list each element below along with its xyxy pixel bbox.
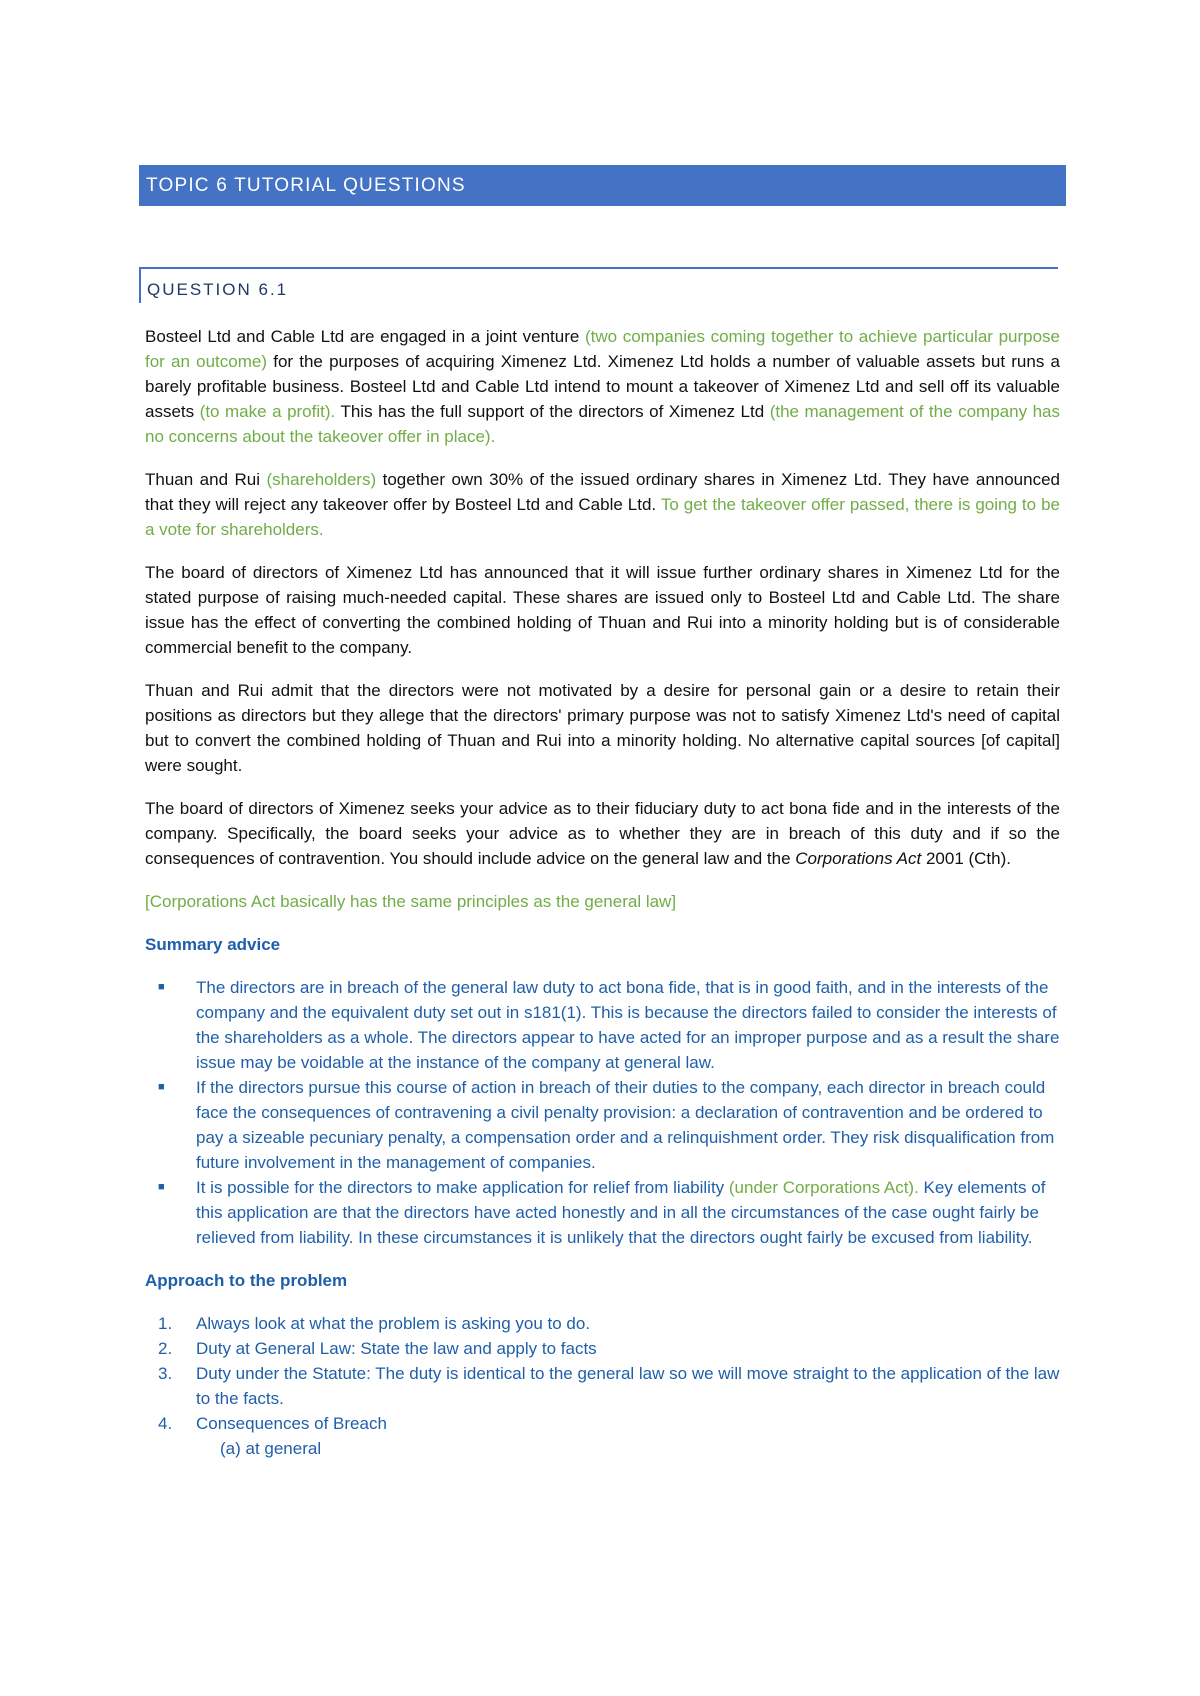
list-item-text: Key elements of this application are that the directors have acted honestly and in all the circumstances of the case ought fairly be relieved from liability. In these circumstances it is unlikely that the directors ought fairly be excused from liability. [196, 1178, 1046, 1247]
annotation-note: (under Corporations Act). [728, 1178, 919, 1197]
paragraph-1 [145, 324, 1060, 449]
approach-heading: Approach to the problem [145, 1271, 348, 1290]
act-title: Corporations Act [795, 849, 922, 868]
paragraph-6-note: [Corporations Act basically has the same principles as the general law] [145, 892, 677, 911]
list-item-text: The directors are in breach of the general law duty to act bona fide, that is in good faith, and in the interests of the company and the equivalent duty set out in s181(1). This is because the directors failed to consider the interests of the shareholders as a whole. The directors appear to have acted for an improper purpose and as a result the share issue may be voidable at the instance of the company at general law. [196, 978, 1060, 1072]
bullet-icon: ■ [158, 1081, 165, 1093]
annotation-note: (to make a profit). [199, 402, 336, 421]
summary-heading: Summary advice [145, 935, 281, 954]
sub-list-item: (a) at general [220, 1439, 322, 1458]
annotation-note: (the management of the company has no concerns about the takeover offer in place). [145, 402, 1060, 446]
list-item-text: It is possible for the directors to make application for relief from liability [196, 1178, 729, 1197]
list-number: 1. [158, 1314, 173, 1333]
list-item [145, 1175, 1060, 1250]
list-item-text: Always look at what the problem is asking you to do. [196, 1314, 591, 1333]
text-run: The board of directors of Ximenez seeks your advice as to their fiduciary duty to act bona fide and in the interests of the company. Specifically, the board seeks your advice as to whether they are in breach of this duty and if so the consequences of contravention. You should include advice on the general law and the [145, 799, 1060, 868]
list-number: 2. [158, 1339, 173, 1358]
approach-list [145, 1311, 1060, 1436]
text-run: This has the full support of the directors of Ximenez Ltd [335, 402, 770, 421]
list-item-text: Duty under the Statute: The duty is identical to the general law so we will move straight to the application of the law to the facts. [196, 1364, 1060, 1408]
text-run: for the purposes of acquiring Ximenez Ltd. Ximenez Ltd holds a number of valuable assets but runs a barely profitable business. Bosteel Ltd and Cable Ltd intend to mount a takeover of Ximenez Ltd and sell off its valuable assets [145, 352, 1060, 421]
question-title: QUESTION 6.1 [147, 280, 289, 299]
paragraph-5 [145, 796, 1060, 871]
topic-title-bar [139, 165, 1066, 206]
paragraph-3: The board of directors of Ximenez Ltd has announced that it will issue further ordinary shares in Ximenez Ltd for the stated purpose of raising much-needed capital. These shares are issued only to Bosteel Ltd and Cable Ltd. The share issue has the effect of converting the combined holding of Thuan and Rui into a minority holding but is of considerable commercial benefit to the company. [145, 563, 1060, 657]
list-number: 4. [158, 1414, 173, 1433]
question-heading [139, 267, 1058, 303]
paragraph-4: Thuan and Rui admit that the directors were not motivated by a desire for personal gain or a desire to retain their positions as directors but they allege that the directors' primary purpose was not to satisfy Ximenez Ltd's need of capital but to convert the combined holding of Thuan and Rui into a minority holding. No alternative capital sources [of capital] were sought. [145, 681, 1060, 775]
text-run: Bosteel Ltd and Cable Ltd are engaged in a joint venture [145, 327, 585, 346]
list-item [145, 975, 1060, 1075]
document-body [145, 324, 1060, 1461]
annotation-note: (two companies coming together to achieve particular purpose for an outcome) [145, 327, 1061, 371]
list-item [145, 1361, 1060, 1411]
summary-list [145, 975, 1060, 1250]
bullet-icon: ■ [158, 981, 165, 993]
bullet-icon: ■ [158, 1181, 165, 1193]
paragraph-2 [145, 467, 1060, 542]
list-item-text: If the directors pursue this course of action in breach of their duties to the company, each director in breach could face the consequences of contravening a civil penalty provision: a declaration of contravention and be ordered to pay a sizeable pecuniary penalty, a compensation order and a relinquishment order. They risk disqualification from future involvement in the management of companies. [196, 1078, 1055, 1172]
list-item-text: Duty at General Law: State the law and apply to facts [196, 1339, 597, 1358]
list-item-text: Consequences of Breach [196, 1414, 387, 1433]
list-item [145, 1311, 1060, 1336]
text-run: together own 30% of the issued ordinary shares in Ximenez Ltd. They have announced that they will reject any takeover offer by Bosteel Ltd and Cable Ltd. [145, 470, 1060, 514]
text-run: 2001 (Cth). [921, 849, 1011, 868]
topic-title: TOPIC 6 TUTORIAL QUESTIONS [146, 174, 466, 196]
list-item [145, 1336, 1060, 1361]
list-item [145, 1075, 1060, 1175]
list-item [145, 1411, 1060, 1436]
text-run: Thuan and Rui [145, 470, 267, 489]
list-number: 3. [158, 1364, 173, 1383]
annotation-note: (shareholders) [266, 470, 377, 489]
annotation-note: To get the takeover offer passed, there is going to be a vote for shareholders. [145, 495, 1060, 539]
